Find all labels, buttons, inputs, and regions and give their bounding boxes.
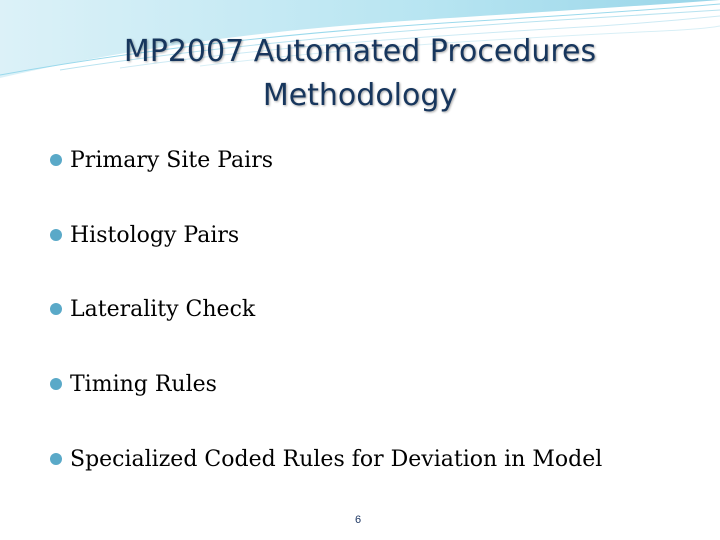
bullet-text: Primary Site Pairs xyxy=(70,147,274,173)
list-item xyxy=(50,444,602,474)
list-item xyxy=(50,145,273,175)
bullet-icon xyxy=(50,229,62,241)
bullet-icon xyxy=(50,154,62,166)
bullet-text: Timing Rules xyxy=(70,371,217,397)
bullet-icon xyxy=(50,453,62,465)
bullet-text: Histology Pairs xyxy=(70,222,240,248)
list-item xyxy=(50,220,239,250)
bullet-text: Laterality Check xyxy=(70,296,256,322)
list-item xyxy=(50,369,217,399)
page-number: 6 xyxy=(354,514,362,526)
list-item xyxy=(50,294,255,324)
bullet-icon xyxy=(50,303,62,315)
bullet-icon xyxy=(50,378,62,390)
bullet-text: Specialized Coded Rules for Deviation in Model xyxy=(70,446,603,472)
page-title: MP2007 Automated Procedures Methodology xyxy=(123,34,597,113)
